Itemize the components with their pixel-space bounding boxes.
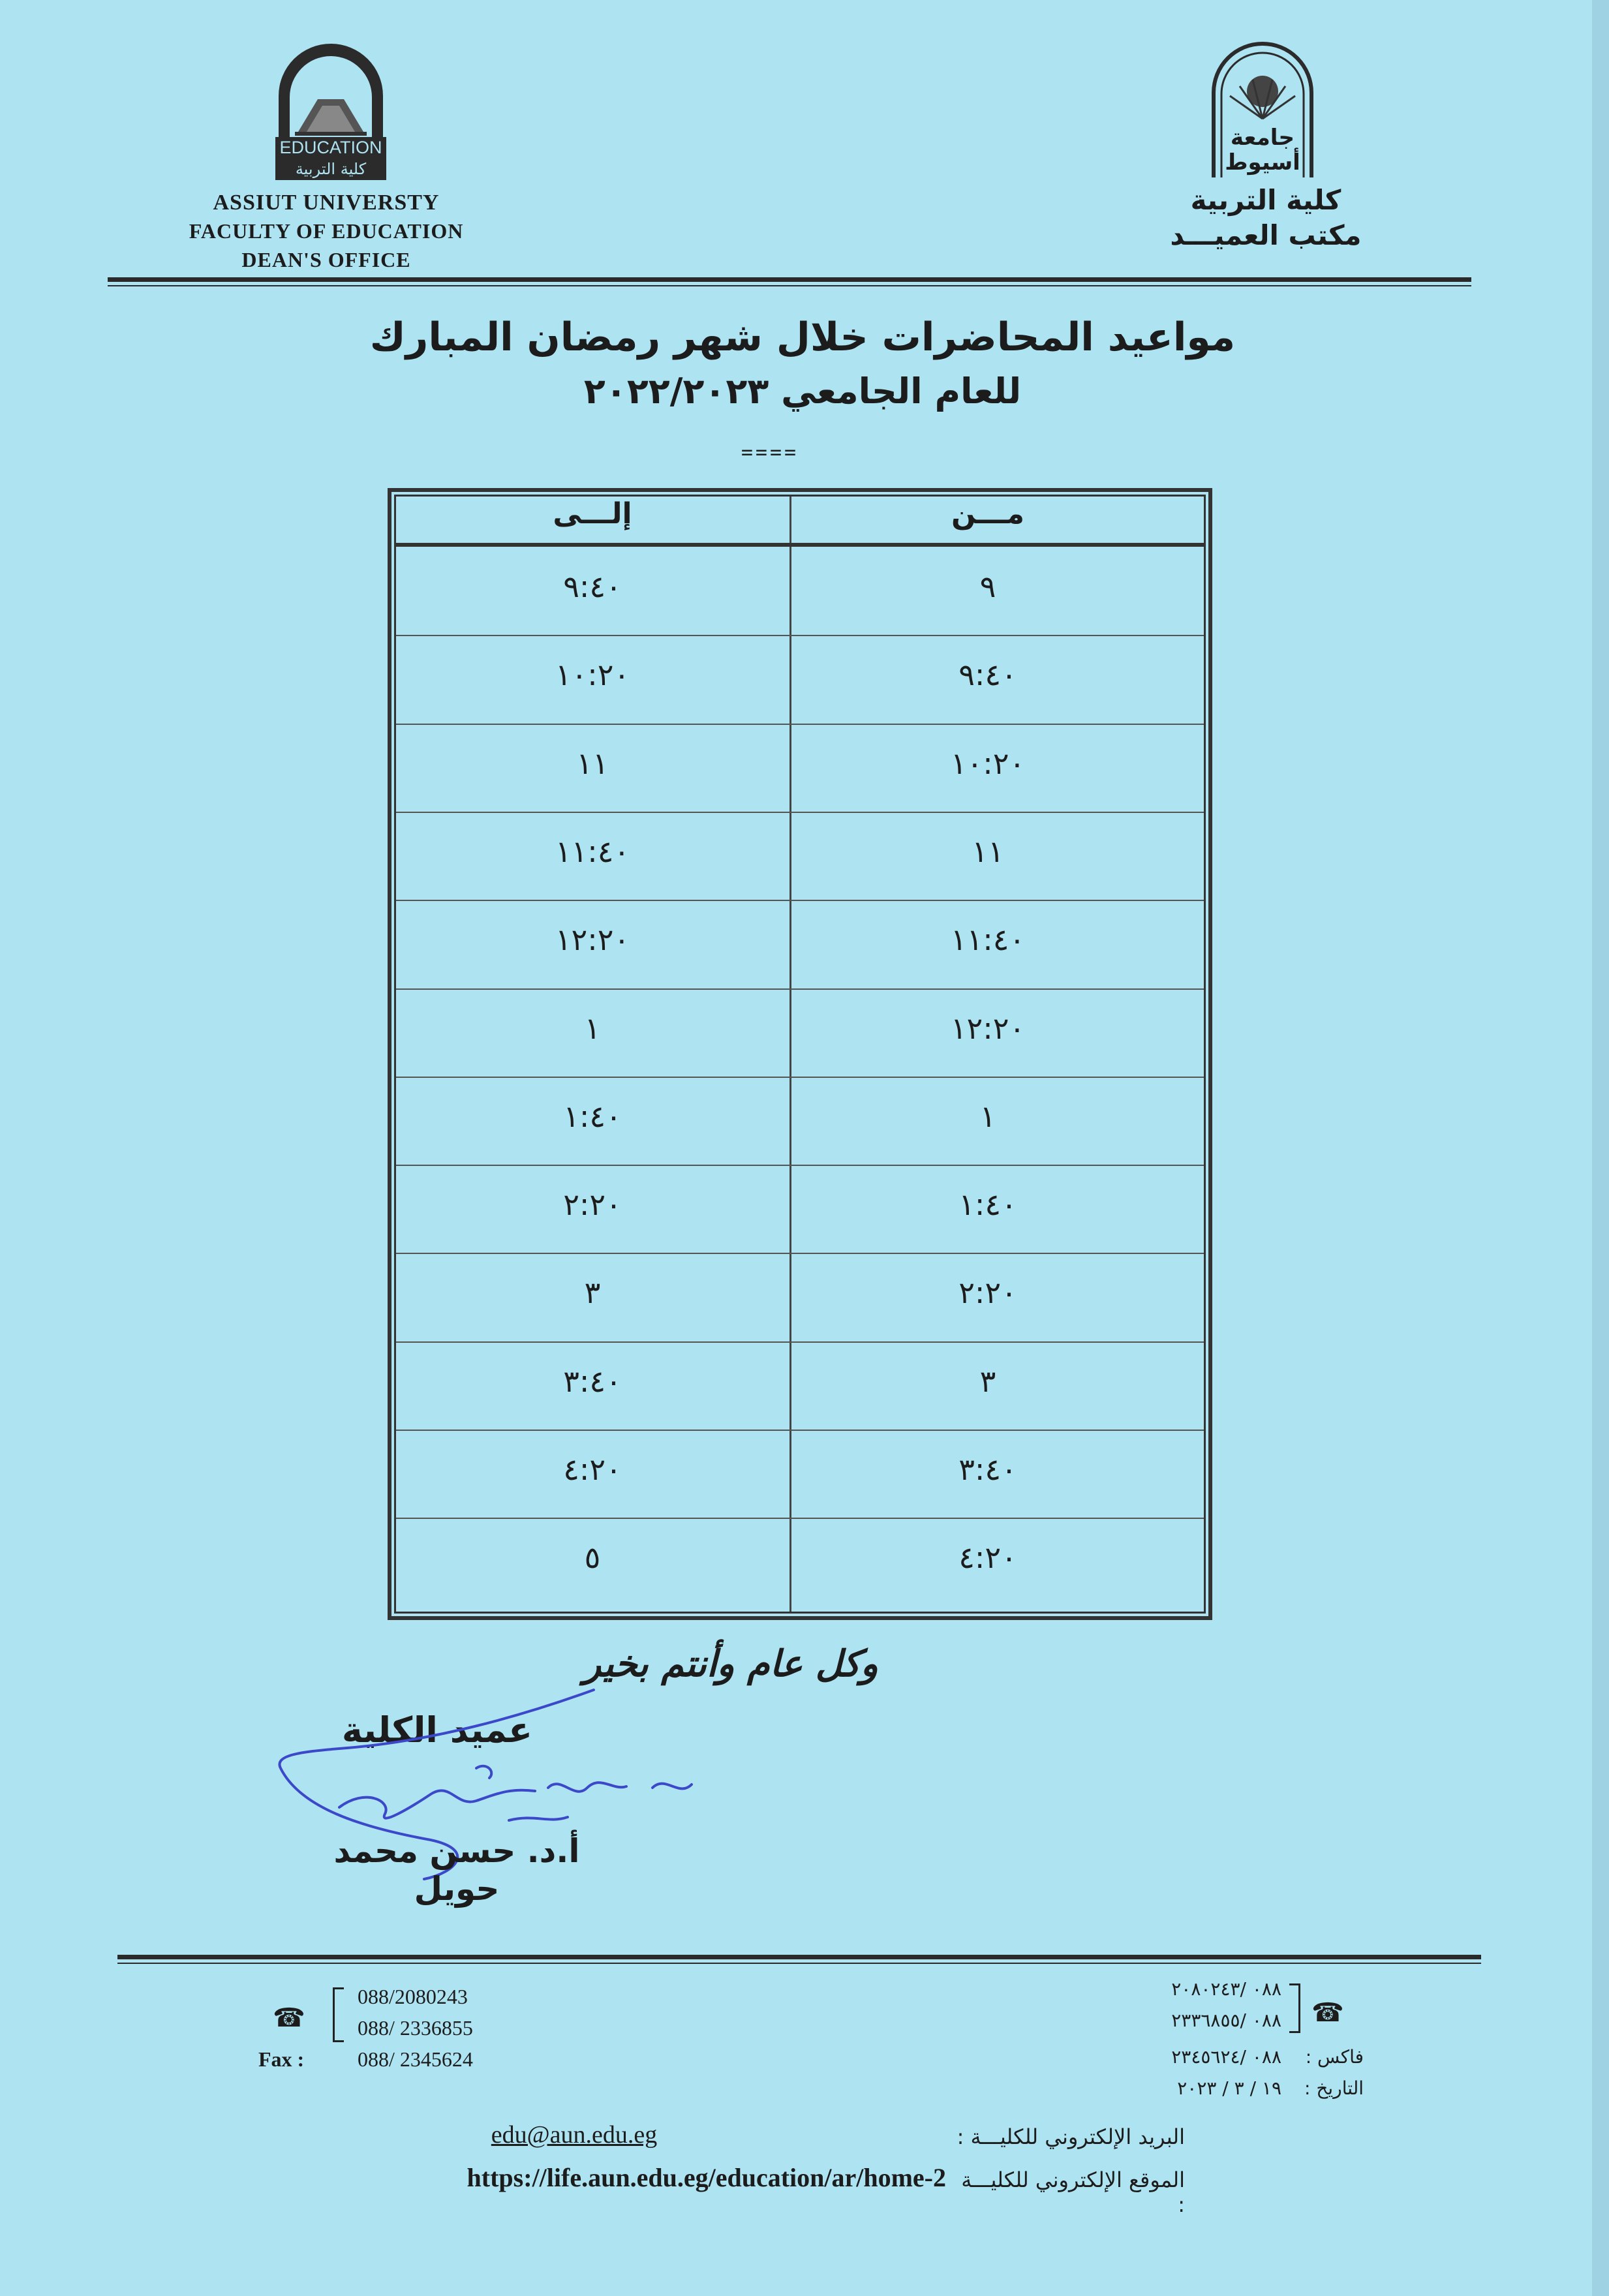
- cell-from: ١: [979, 1098, 996, 1134]
- table-column-divider: [789, 497, 791, 1612]
- date-label-ar: التاريخ :: [1304, 2077, 1364, 2099]
- cell-from: ٩:٤٠: [958, 657, 1017, 693]
- closing-greeting: وكل عام وأنتم بخير: [583, 1643, 878, 1685]
- logo-arabic-label: كلية التربية: [275, 158, 386, 180]
- office-name-ar: مكتب العميـــد: [1170, 219, 1362, 251]
- fax-en: 088/ 2345624: [358, 2047, 473, 2071]
- phone-bracket-left: [333, 1987, 344, 2042]
- page-edge-fold: [1592, 0, 1609, 2296]
- header-rule-thin: [108, 285, 1471, 286]
- cell-to: ١٢:٢٠: [555, 922, 630, 958]
- phone-ar-2: ٠٨٨ /٢٣٣٦٨٥٥: [1171, 2010, 1281, 2031]
- website-label-ar: الموقع الإلكتروني للكليـــة :: [961, 2167, 1185, 2217]
- phone-en-2: 088/ 2336855: [358, 2016, 473, 2040]
- footer-rule-thick: [117, 1955, 1481, 1959]
- cell-from: ٣: [979, 1363, 996, 1399]
- cell-to: ١:٤٠: [563, 1098, 622, 1134]
- cell-to: ١١: [576, 745, 609, 781]
- header-from: مـــن: [951, 497, 1024, 530]
- cell-to: ٢:٢٠: [563, 1187, 622, 1223]
- cell-to: ٤:٢٠: [563, 1452, 622, 1487]
- header-rule-thick: [108, 277, 1471, 282]
- table-row-divider: [396, 635, 1204, 636]
- title-divider: ====: [741, 441, 799, 464]
- fax-label-en: Fax :: [258, 2047, 305, 2071]
- cell-from: ٤:٢٠: [958, 1540, 1017, 1576]
- cell-to: ١٠:٢٠: [555, 657, 630, 693]
- fax-label-ar: فاكس :: [1305, 2046, 1364, 2068]
- cell-from: ٣:٤٠: [958, 1452, 1017, 1487]
- cell-from: ١١: [972, 833, 1004, 869]
- university-logo-right: [1207, 40, 1318, 177]
- cell-to: ١: [584, 1010, 601, 1046]
- office-name-en: DEAN'S OFFICE: [241, 248, 411, 271]
- phone-icon-left: ☎: [273, 2003, 305, 2033]
- table-row-divider: [396, 724, 1204, 725]
- phone-ar-1: ٠٨٨ /٢٠٨٠٢٤٣: [1171, 1978, 1281, 2000]
- table-row-divider: [396, 1077, 1204, 1078]
- phone-bracket-right: [1289, 1983, 1300, 2033]
- table-header-divider: [396, 543, 1204, 547]
- dean-title: عميد الكلية: [341, 1709, 533, 1751]
- logo-education-word: EDUCATION: [275, 137, 386, 158]
- faculty-logo-left: [269, 34, 393, 191]
- cell-to: ٥: [584, 1540, 601, 1576]
- document-title: مواعيد المحاضرات خلال شهر رمضان المبارك: [369, 314, 1236, 360]
- table-row-divider: [396, 1253, 1204, 1254]
- table-row-divider: [396, 812, 1204, 813]
- university-name-en: ASSIUT UNIVERSTY: [213, 191, 440, 215]
- cell-to: ٣: [584, 1275, 601, 1311]
- header-to: إلـــى: [553, 497, 632, 530]
- email-label-ar: البريد الإلكتروني للكليـــة :: [957, 2124, 1185, 2149]
- table-row-divider: [396, 1165, 1204, 1166]
- website-link[interactable]: https://life.aun.edu.eg/education/ar/home-2: [467, 2163, 946, 2192]
- table-row-divider: [396, 900, 1204, 901]
- table-row-divider: [396, 1518, 1204, 1519]
- cell-from: ١١:٤٠: [950, 922, 1026, 958]
- cell-from: ٢:٢٠: [958, 1275, 1017, 1311]
- footer-rule-thin: [117, 1963, 1481, 1964]
- faculty-name-ar: كلية التربية: [1190, 184, 1341, 216]
- cell-from: ١:٤٠: [958, 1187, 1017, 1223]
- seal-arabic-text: جامعة أسيوط: [1225, 125, 1300, 176]
- faculty-name-en: FACULTY OF EDUCATION: [189, 219, 464, 243]
- cell-from: ٩: [979, 569, 996, 604]
- phone-en-1: 088/2080243: [358, 1985, 468, 2008]
- table-row-divider: [396, 988, 1204, 990]
- fax-ar: ٠٨٨ /٢٣٤٥٦٢٤: [1171, 2046, 1281, 2068]
- cell-to: ٣:٤٠: [563, 1363, 622, 1399]
- cell-to: ٩:٤٠: [563, 569, 622, 604]
- email-link[interactable]: edu@aun.edu.eg: [491, 2121, 658, 2149]
- cell-from: ١٢:٢٠: [950, 1010, 1026, 1046]
- academic-year: للعام الجامعي ٢٠٢٢/٢٠٢٣: [583, 371, 1022, 412]
- table-row-divider: [396, 1430, 1204, 1431]
- phone-icon-right: ☎: [1311, 1998, 1344, 2028]
- dean-name: أ.د. حسن محمد حويل: [333, 1832, 580, 1908]
- date-ar: ١٩ / ٣ / ٢٠٢٣: [1177, 2077, 1281, 2099]
- table-row-divider: [396, 1341, 1204, 1343]
- cell-from: ١٠:٢٠: [950, 745, 1026, 781]
- cell-to: ١١:٤٠: [555, 833, 630, 869]
